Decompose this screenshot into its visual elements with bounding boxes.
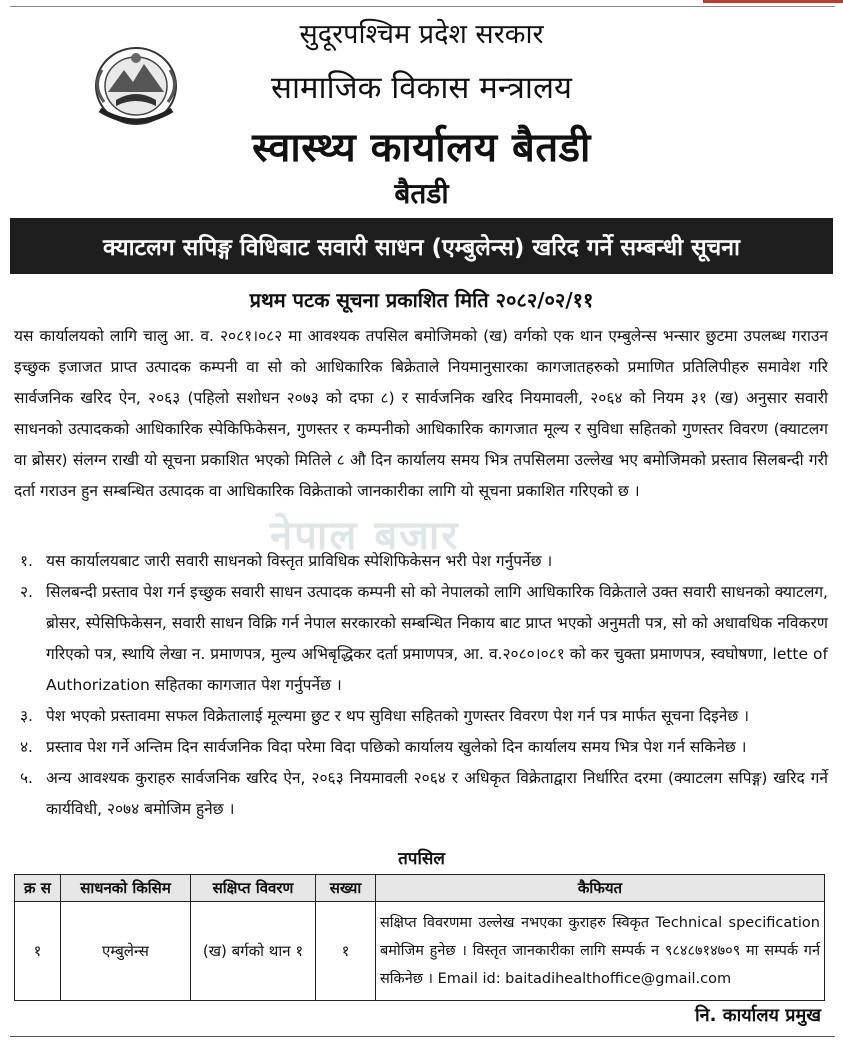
publish-date-line: प्रथम पटक सूचना प्रकाशित मिति २०८२/०२/११	[249, 288, 594, 312]
cell-serial: १	[15, 902, 61, 1001]
header-vehicle-type: साधनको किसिम	[61, 875, 191, 902]
condition-item	[14, 577, 828, 701]
notice-title: क्याटलग सपिङ्ग विधिबाट सवारी साधन (एम्बुलेन्स) खरिद गर्ने सम्बन्धी सूचना	[102, 235, 741, 261]
ministry-heading: सामाजिक विकास मन्त्रालय	[271, 70, 572, 106]
conditions-list	[14, 546, 828, 825]
signature-line: नि. कार्यालय प्रमुख	[695, 1005, 821, 1026]
condition-text: प्रस्ताव पेश गर्ने अन्तिम दिन सार्वजनिक विदा परेमा विदा पछिको कार्यालय खुलेको दिन कार्यालय समय भित्र पेश गर्न सकिनेछ ।	[46, 738, 747, 756]
top-divider	[10, 6, 835, 7]
cell-vehicle-type: एम्बुलेन्स	[61, 902, 191, 1001]
table-row	[15, 902, 825, 1001]
notice-title-banner	[10, 218, 833, 274]
intro-paragraph: यस कार्यालयको लागि चालु आ. व. २०८१।०८२ मा आवश्यक तपसिल बमोजिमको (ख) वर्गको एक थान एम्बुलेन्स भन्सार छुटमा उपलब्ध गराउन इच्छुक इजाजत प्राप्त उत्पादक कम्पनी वा सो को आधिकारिक बिक्रेताले नियमानुसारका कागजातहरुको प्रमाणित प्रतिलिपीहरु समावेश गरि सार्वजनिक खरिद ऐन, २०६३ (पहिलो सशोधन २०७३ को दफा ८) र सार्वजनिक खरिद नियमावली, २०६४ को नियम ३१ (ख) अनुसार सवारी साधनको उत्पादकको आधिकारिक स्पेकिफिकेसन, गुणस्तर र कम्पनीको आधिकारिक कागजात मूल्य र सुविधा सहितको गुणस्तर विवरण (क्याटलग वा ब्रोसर) संलग्न राखी यो सूचना प्रकाशित भएको मितिले ८ औ दिन कार्यालय समय भित्र तपसिलमा उल्लेख भए बमोजिमको प्रस्ताव सिलबन्दी गरी दर्ता गराउन हुन सम्बन्धित उत्पादक वा आधिकारिक विक्रेताको जानकारीका लागि यो सूचना प्रकाशित गरिएको छ ।	[14, 327, 828, 500]
cell-quantity: १	[316, 902, 376, 1001]
office-heading: स्वास्थ्य कार्यालय बैतडी	[252, 125, 591, 171]
condition-text: सिलबन्दी प्रस्ताव पेश गर्न इच्छुक सवारी साधन उत्पादक कम्पनी सो को नेपालको लागि आधिकारिक विक्रेताले उक्त सवारी साधनको क्याटलग, ब्रोसर, स्पेसिफिकेसन, सवारी साधन विक्रि गर्न नेपाल सरकारको सम्बन्धित निकाय बाट प्राप्त भएको अनुमती पत्र, सो को अधावधिक नविकरण गरिएको पत्र, स्थायि लेखा न. प्रमाणपत्र, मुल्य अभिबृद्धिकर दर्ता प्रमाणपत्र, आ. व.२०८०।०८१ को कर चुक्ता प्रमाणपत्र, स्वघोषणा, lette of Authorization सहितका कागजात पेश गर्नुपर्नेछ ।	[46, 583, 828, 694]
condition-number: १.	[20, 552, 33, 570]
condition-item	[14, 732, 828, 763]
header-brief-description: सक्षिप्त विवरण	[191, 875, 316, 902]
district-heading: बैतडी	[394, 177, 449, 210]
condition-text: पेश भएको प्रस्तावमा सफल विक्रेतालाई मूल्यमा छुट र थप सुविधा सहितको गुणस्तर विवरण पेश गर्न पत्र मार्फत सूचना दिइनेछ ।	[46, 707, 750, 725]
header-remarks: कैफियत	[376, 875, 825, 902]
cell-brief-description: (ख) बर्गको थान १	[191, 902, 316, 1001]
condition-item	[14, 546, 828, 577]
top-accent-line	[703, 0, 843, 3]
table-title: तपसिल	[398, 849, 445, 869]
condition-item	[14, 763, 828, 825]
header-serial: क्र स	[15, 875, 61, 902]
condition-text: अन्य आवश्यक कुराहरु सार्वजनिक खरिद ऐन, २०६३ नियमावली २०६४ र अधिकृत विक्रेताद्वारा निर्धारित दरमा (क्याटलग सपिङ्ग) खरिद गर्ने कार्यविधी, २०७४ बमोजिम हुनेछ ।	[46, 769, 828, 818]
condition-number: ४.	[20, 738, 33, 756]
province-government-heading: सुदूरपश्चिम प्रदेश सरकार	[299, 19, 544, 50]
header-quantity: सख्या	[316, 875, 376, 902]
details-table	[14, 874, 825, 1001]
condition-item	[14, 701, 828, 732]
table-header-row	[15, 875, 825, 902]
condition-text: यस कार्यालयबाट जारी सवारी साधनको विस्तृत प्राविधिक स्पेशिफिकेसन भरी पेश गर्नुपर्नेछ ।	[46, 552, 553, 570]
cell-remarks: सक्षिप्त विवरणमा उल्लेख नभएका कुराहरु स्विकृत Technical specification बमोजिम हुनेछ । विस्तृत जानकारीका लागि सम्पर्क न ९८४८७१४७०९ मा सम्पर्क गर्न सकिनेछ । Email id: baitadihealthoffice@gmail.com	[376, 902, 825, 1001]
condition-number: ३.	[20, 707, 33, 725]
condition-number: ५.	[20, 769, 33, 787]
condition-number: २.	[20, 583, 33, 601]
watermark-text: नेपाल बजार	[270, 513, 460, 559]
bottom-divider	[10, 1036, 835, 1037]
